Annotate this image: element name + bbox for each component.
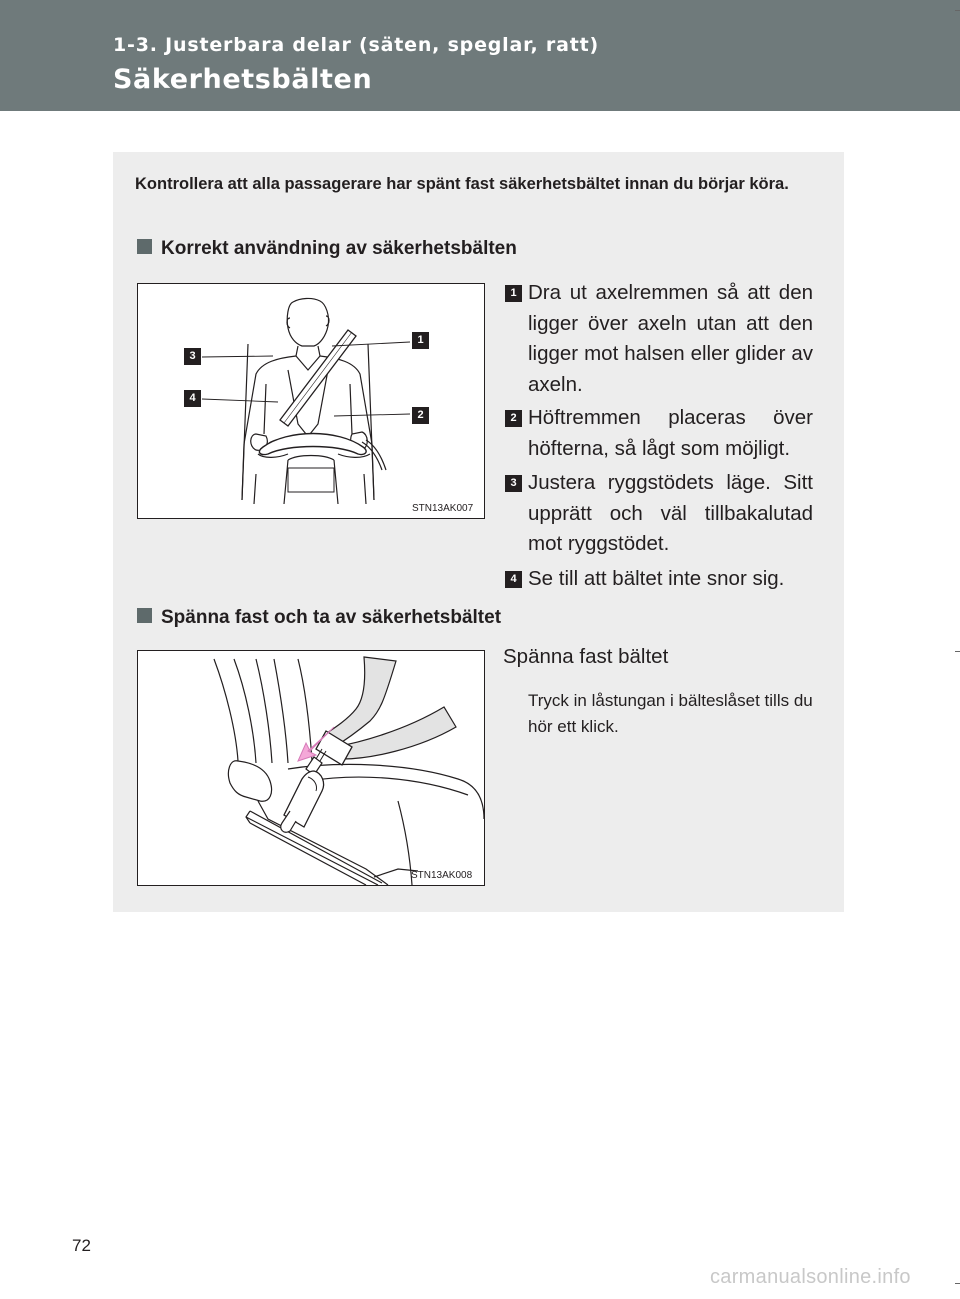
item-text: Höftremmen placeras över höfterna, så lågt som möjligt. [528, 406, 813, 460]
item-number-badge: 1 [505, 285, 522, 302]
section-heading-fasten [137, 607, 501, 629]
item-number-badge: 3 [505, 475, 522, 492]
heading-label: Korrekt användning av säkerhetsbälten [161, 238, 517, 259]
item-text: Dra ut axelremmen så att den ligger över axeln utan att den ligger mot halsen eller glider av axeln. [528, 281, 813, 396]
item-number-badge: 2 [505, 410, 522, 427]
figure-code: STN13AK008 [411, 870, 473, 881]
page-number: 72 [72, 1236, 91, 1255]
item-text: Se till att bältet inte snor sig. [528, 567, 785, 590]
square-bullet-icon [137, 608, 152, 623]
square-bullet-icon [137, 239, 152, 254]
crop-mark [955, 1283, 960, 1284]
list-item-2 [505, 403, 813, 464]
figure-callout-1: 1 [412, 332, 429, 349]
figure-callout-3: 3 [184, 348, 201, 365]
heading-label: Spänna fast och ta av säkerhetsbältet [161, 607, 502, 628]
subheading: Spänna fast bältet [503, 645, 669, 668]
item-text: Justera ryggstödets läge. Sitt upprätt och väl tillbakalutad mot ryggstödet. [528, 471, 813, 555]
figure-callout-4: 4 [184, 390, 201, 407]
figure-code: STN13AK007 [412, 503, 474, 514]
crop-mark [955, 651, 960, 652]
list-item-1 [505, 278, 813, 400]
figure-buckle [137, 650, 485, 886]
page-header [0, 0, 960, 111]
buckle-illustration [138, 651, 484, 885]
figure-seated-driver [137, 283, 485, 519]
section-title: 1-3. Justerbara delar (säten, speglar, ratt) [113, 34, 599, 56]
item-number-badge: 4 [505, 571, 522, 588]
figure-callout-2: 2 [412, 407, 429, 424]
page-title: Säkerhetsbälten [113, 64, 373, 95]
section-heading-correct-use [137, 238, 517, 260]
crop-mark [955, 10, 960, 11]
instruction-text: Tryck in låstungan i bälteslåset tills du hör ett klick. [528, 691, 813, 736]
list-item-4 [505, 564, 813, 595]
list-item-3 [505, 468, 813, 560]
watermark: carmanualsonline.info [710, 1266, 911, 1288]
intro-text: Kontrollera att alla passagerare har spänt fast säkerhetsbältet innan du börjar köra. [135, 175, 789, 193]
